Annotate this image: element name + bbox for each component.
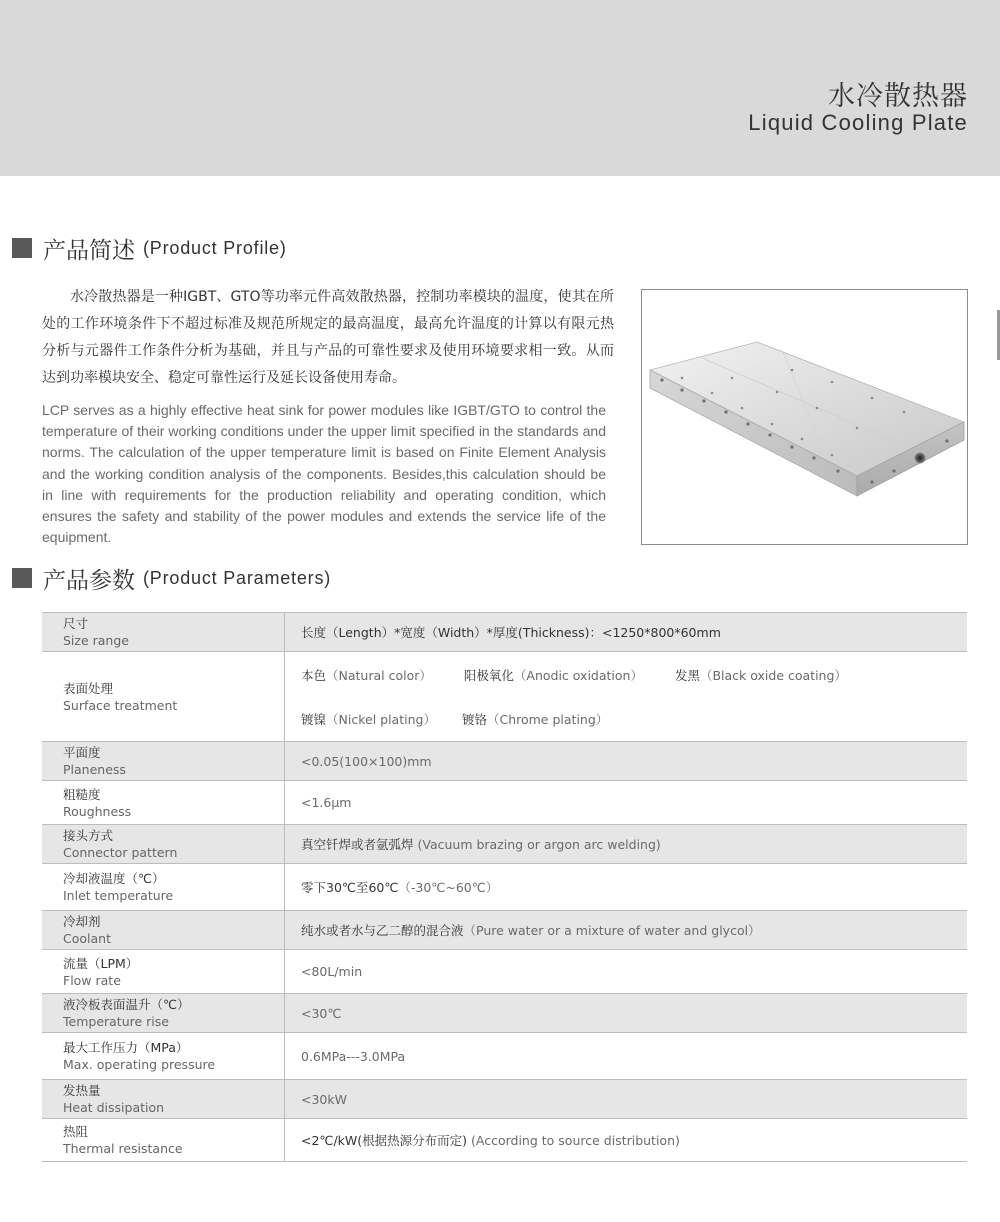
param-label-en: Thermal resistance xyxy=(63,1141,183,1156)
param-value-en: (Vacuum brazing or argon arc welding) xyxy=(413,837,661,852)
param-value xyxy=(285,1080,968,1119)
param-value-cn: <80L/min xyxy=(301,964,363,979)
surface-option: 本色（Natural color） xyxy=(301,667,432,683)
param-label xyxy=(42,864,285,911)
param-row-flow-rate xyxy=(42,950,967,994)
param-value xyxy=(285,825,968,864)
param-row-thermal-resistance xyxy=(42,1119,967,1162)
param-value xyxy=(285,652,968,742)
param-value xyxy=(285,1033,968,1080)
param-label-en: Size range xyxy=(63,633,129,648)
param-value-cn: <30℃ xyxy=(301,1005,342,1021)
param-label-cn: 冷却液温度（℃） xyxy=(63,871,165,886)
param-value-cn: 真空钎焊或者氩弧焊 xyxy=(301,837,414,852)
page-title-cn: 水冷散热器 xyxy=(828,81,968,112)
param-label-en: Max. operating pressure xyxy=(63,1057,216,1072)
param-value-en: （-30℃~60℃） xyxy=(398,880,499,895)
param-value-en: (According to source distribution) xyxy=(467,1133,680,1148)
param-row-pressure xyxy=(42,1033,967,1080)
param-value-cn: <2℃/kW(根据热源分布而定) xyxy=(301,1133,468,1148)
param-label xyxy=(42,742,285,781)
param-row-coolant xyxy=(42,911,967,950)
param-value xyxy=(285,1119,968,1162)
surface-option: 镀镍（Nickel plating） xyxy=(301,711,436,727)
param-row-connector xyxy=(42,825,967,864)
param-value xyxy=(285,742,968,781)
parameters-heading-en: (Product Parameters) xyxy=(143,567,332,588)
param-row-surface xyxy=(42,652,967,742)
profile-text-cn: 水冷散热器是一种IGBT、GTO等功率元件高效散热器，控制功率模块的温度，使其在所处的工作环境条件下不超过标准及规范所规定的最高温度，最高允许温度的计算以有限元热分析与元器件工作条件分析为基础，并且与产品的可靠性要求及使用环境要求相一致。从而达到功率模块安全、稳定可靠性运行及延长设备使用寿命。 xyxy=(42,289,614,386)
param-label xyxy=(42,652,285,742)
surface-option: 发黑（Black oxide coating） xyxy=(674,667,847,683)
param-value xyxy=(285,994,968,1033)
param-label xyxy=(42,1080,285,1119)
param-label-en: Surface treatment xyxy=(63,697,178,713)
profile-heading xyxy=(12,233,287,263)
param-label-cn: 平面度 xyxy=(63,745,101,760)
param-label-cn: 尺寸 xyxy=(63,616,89,631)
surface-options-row-1 xyxy=(301,666,967,684)
page-header xyxy=(0,0,1000,176)
surface-option: 镀铬（Chrome plating） xyxy=(461,711,609,727)
param-label-cn: 流量（LPM） xyxy=(63,955,139,971)
heading-square-icon xyxy=(12,568,32,588)
param-label-cn: 粗糙度 xyxy=(63,786,101,802)
param-value-cn: <1.6μm xyxy=(301,795,352,810)
param-value-en: （Pure water or a mixture of water and glycol） xyxy=(463,923,761,938)
param-label-cn: 发热量 xyxy=(63,1083,101,1098)
param-row-roughness xyxy=(42,781,967,825)
param-label-en: Heat dissipation xyxy=(63,1100,165,1115)
product-photo xyxy=(641,289,968,545)
param-value xyxy=(285,864,968,911)
surface-options-row-2 xyxy=(301,710,967,728)
param-label-en: Planeness xyxy=(63,762,126,777)
param-row-inlet-temp xyxy=(42,864,967,911)
param-value-cn: 0.6MPa---3.0MPa xyxy=(301,1048,406,1064)
param-label-en: Roughness xyxy=(63,803,132,819)
profile-text-en: LCP serves as a highly effective heat sink for power modules like IGBT/GTO to control the temperature of their working conditions under the upper limit specified in the standards and norms. The calculation of the upper temperature limit is based on Finite Element Analysis and the working condition analysis of the components. Besides,this calculation should be in line with requirements for the production reliability and operating condition, which ensures the safety and stability of the power modules and extends the service life of the equipment. xyxy=(42,402,606,546)
param-label-en: Temperature rise xyxy=(63,1014,169,1029)
param-label xyxy=(42,1119,285,1162)
param-value-cn: 零下30℃至60℃ xyxy=(301,880,399,895)
param-value xyxy=(285,950,968,994)
profile-heading-en: (Product Profile) xyxy=(143,237,287,258)
param-label xyxy=(42,613,285,652)
surface-option: 阳极氧化（Anodic oxidation） xyxy=(463,667,643,683)
param-value xyxy=(285,911,968,950)
param-label xyxy=(42,994,285,1033)
param-value-cn: <30kW xyxy=(301,1091,347,1107)
parameters-heading-cn: 产品参数 xyxy=(43,567,135,594)
param-label-cn: 热阻 xyxy=(63,1124,89,1139)
param-row-size xyxy=(42,613,967,652)
parameters-table xyxy=(42,612,967,1162)
param-label-cn: 接头方式 xyxy=(63,828,114,843)
param-row-planeness xyxy=(42,742,967,781)
param-label-en: Flow rate xyxy=(63,972,121,988)
param-label-cn: 表面处理 xyxy=(63,680,114,696)
param-label-cn: 冷却剂 xyxy=(63,914,101,929)
param-value xyxy=(285,781,968,825)
param-label xyxy=(42,825,285,864)
param-label-cn: 最大工作压力（MPa） xyxy=(63,1040,189,1055)
param-label xyxy=(42,911,285,950)
heading-square-icon xyxy=(12,238,32,258)
param-label xyxy=(42,950,285,994)
page-title-en: Liquid Cooling Plate xyxy=(748,110,968,135)
param-row-heat xyxy=(42,1080,967,1119)
param-label xyxy=(42,781,285,825)
param-value-cn: 纯水或者水与乙二醇的混合液 xyxy=(301,923,464,938)
cooling-plate-icon xyxy=(642,290,967,544)
param-label-cn: 液冷板表面温升（℃） xyxy=(63,997,190,1012)
param-row-temp-rise xyxy=(42,994,967,1033)
param-value xyxy=(285,613,968,652)
param-label-en: Coolant xyxy=(63,931,111,946)
param-label xyxy=(42,1033,285,1080)
param-value-cn: 长度（Length）*宽度（Width）*厚度(Thickness)：<1250*800*60mm xyxy=(301,625,721,640)
parameters-heading xyxy=(12,563,331,593)
param-label-en: Connector pattern xyxy=(63,845,178,860)
profile-heading-cn: 产品简述 xyxy=(43,237,135,264)
param-label-en: Inlet temperature xyxy=(63,888,174,903)
param-value-cn: <0.05(100×100)mm xyxy=(301,753,432,769)
